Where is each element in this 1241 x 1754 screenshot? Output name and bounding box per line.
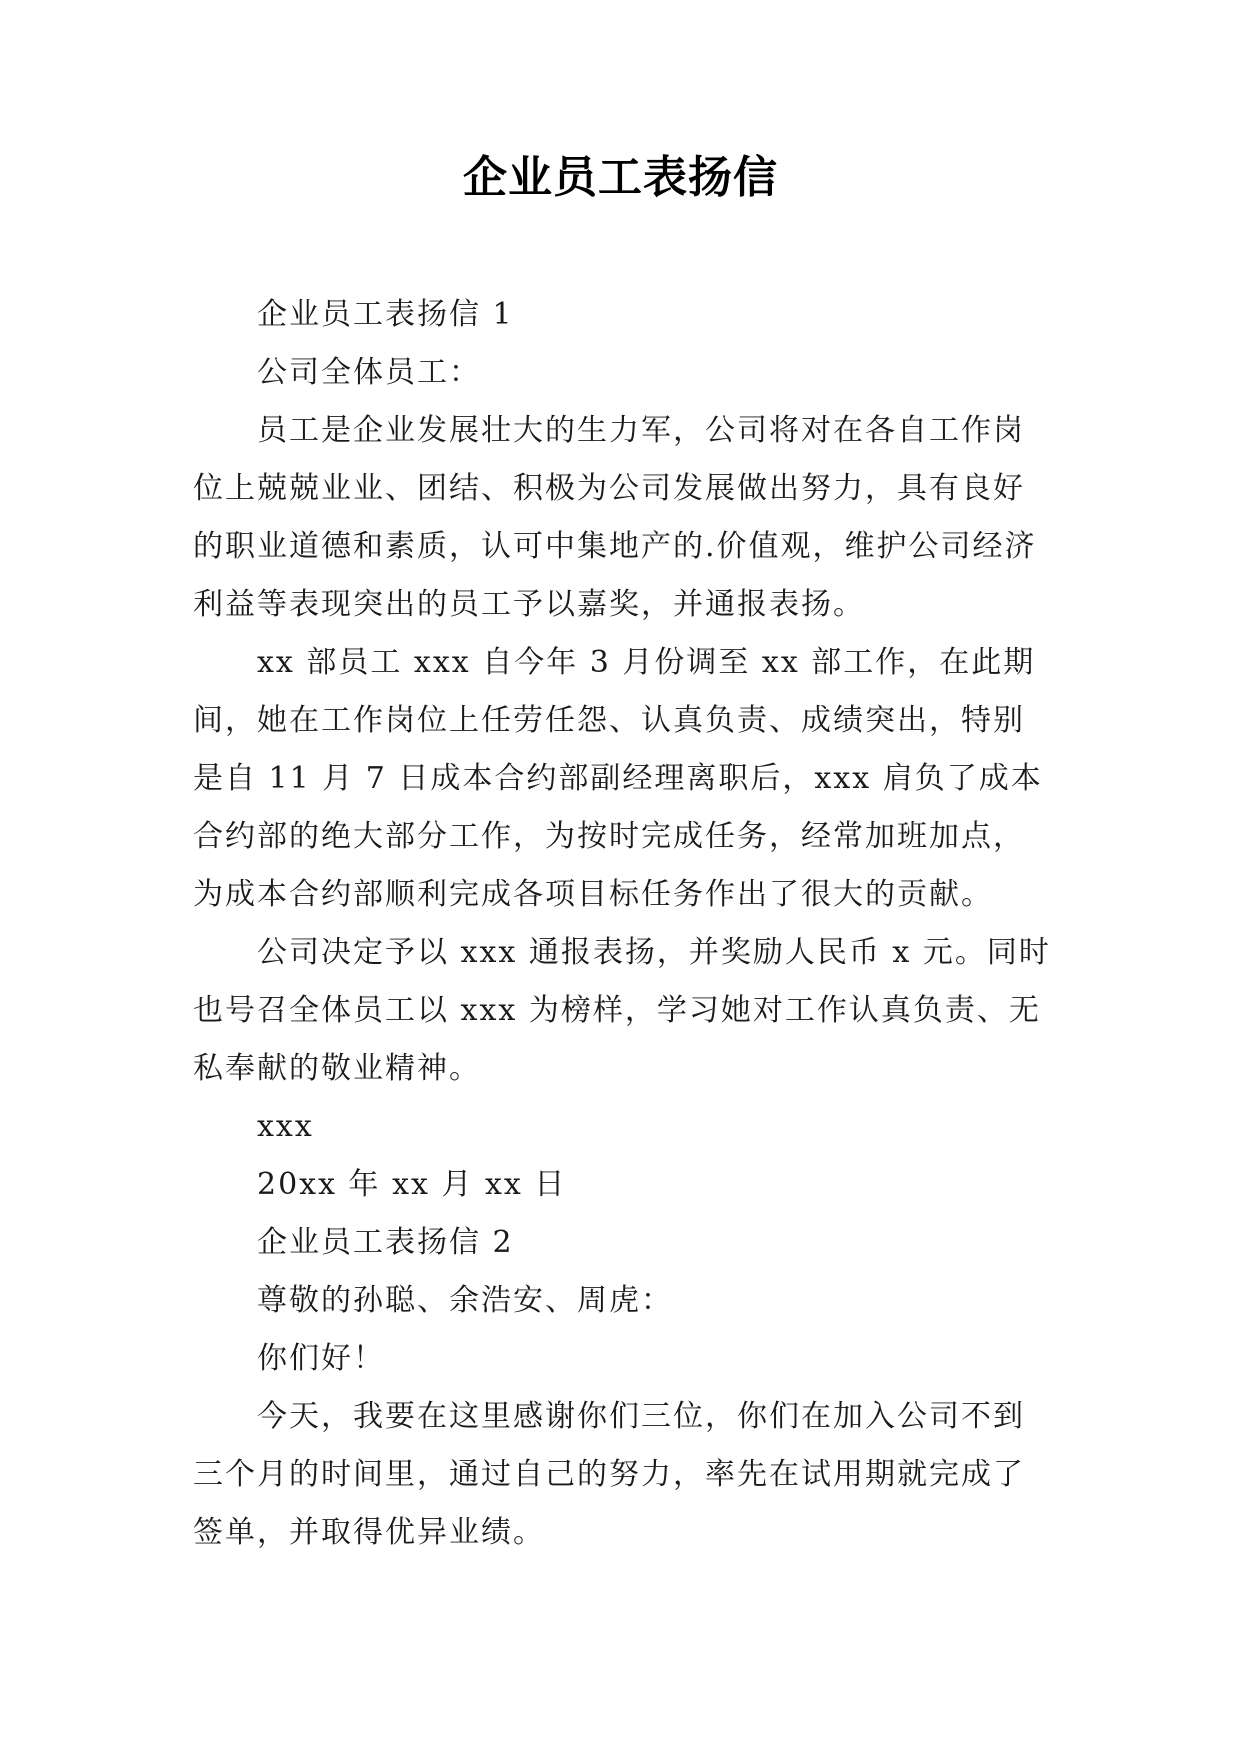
letter-heading-2: 企业员工表扬信 2 bbox=[257, 1225, 514, 1260]
body-paragraph: 员工是企业发展壮大的生力军，公司将对在各自工作岗位上兢兢业业、团结、积极为公司发展做出努力，具有良好的职业道德和素质，认可中集地产的.价值观，维护公司经济利益等表现突出的员工予以嘉奖，并通报表扬。 bbox=[193, 413, 1037, 622]
body-paragraph: 今天，我要在这里感谢你们三位，你们在加入公司不到三个月的时间里，通过自己的努力，率先在试用期就完成了签单，并取得优异业绩。 bbox=[193, 1399, 1025, 1550]
date-line: 20xx 年 xx 月 xx 日 bbox=[257, 1167, 567, 1202]
document-body bbox=[193, 286, 1055, 1562]
letter-heading-1: 企业员工表扬信 1 bbox=[257, 297, 514, 332]
salutation-1: 公司全体员工： bbox=[257, 355, 481, 390]
body-paragraph: 公司决定予以 xxx 通报表扬，并奖励人民币 x 元。同时也号召全体员工以 xxx 为榜样，学习她对工作认真负责、无私奉献的敬业精神。 bbox=[193, 935, 1051, 1086]
salutation-2: 尊敬的孙聪、余浩安、周虎： bbox=[257, 1283, 673, 1318]
document-title: 企业员工表扬信 bbox=[463, 152, 778, 203]
signature: xxx bbox=[257, 1109, 314, 1144]
body-paragraph: xx 部员工 xxx 自今年 3 月份调至 xx 部工作，在此期间，她在工作岗位上任劳任怨、认真负责、成绩突出，特别是自 11 月 7 日成本合约部副经理离职后，xxx 肩负了成本合约部的绝大部分工作，为按时完成任务，经常加班加点，为成本合约部顺利完成各项目标任务作出了很大的贡献。 bbox=[193, 645, 1043, 912]
greeting: 你们好！ bbox=[257, 1341, 385, 1376]
